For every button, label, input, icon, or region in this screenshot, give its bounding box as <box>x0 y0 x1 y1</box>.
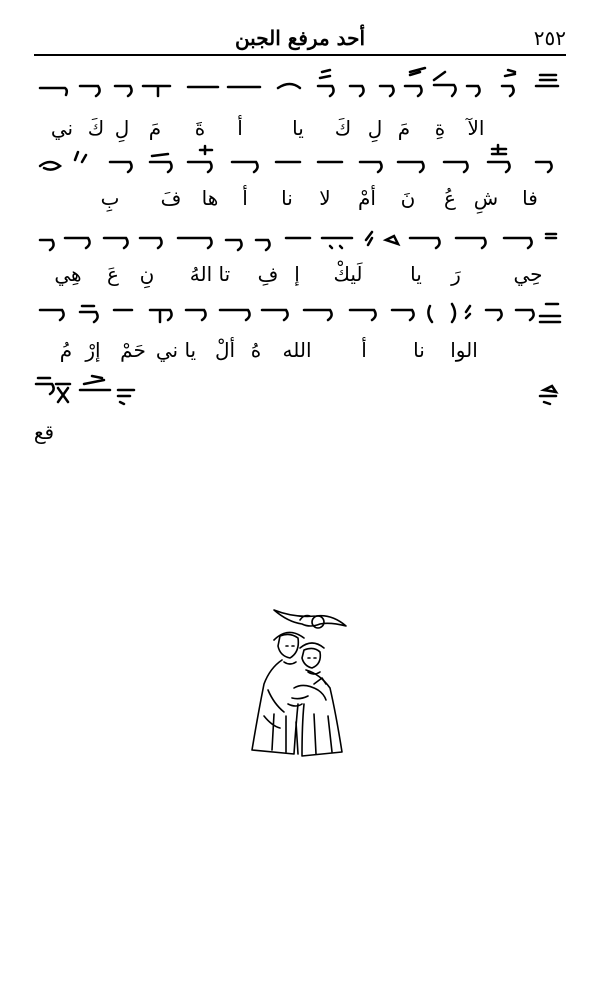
syllable: نا <box>281 186 293 210</box>
syllable: ألْ <box>214 338 236 362</box>
syllable: فَ <box>160 186 182 210</box>
syllable: الآ <box>467 116 485 140</box>
syllable: مَ <box>397 116 411 140</box>
syllable: الوا <box>450 338 478 362</box>
syllable: كَ <box>87 116 105 140</box>
syllable: فا <box>522 186 538 210</box>
syllable: يا <box>292 116 304 140</box>
saints-dove-illustration <box>244 604 354 764</box>
syllable: نِ <box>139 262 155 286</box>
syllable: فِ <box>257 262 279 286</box>
syllable: لا <box>319 186 331 210</box>
syllable: ها <box>201 186 219 210</box>
syllable: يا <box>410 262 422 286</box>
syllable: هِي <box>54 262 82 286</box>
syllable: ةِ <box>434 116 446 140</box>
syllable: مُ <box>59 338 73 362</box>
syllable: أ <box>361 338 367 362</box>
syllable: حِي <box>513 262 543 286</box>
syllable: أ <box>237 116 243 140</box>
syllable: نا <box>413 338 425 362</box>
syllable: لِ <box>367 116 383 140</box>
syllable: الله <box>282 338 312 362</box>
syllable: لَيكْ <box>333 262 363 286</box>
syllable: ني <box>50 116 74 140</box>
syllable: تا الهُ <box>189 262 231 286</box>
syllable: كَ <box>334 116 352 140</box>
neume-staff-line-5 <box>0 0 600 420</box>
syllable: شِ <box>473 186 499 210</box>
page-title: أحد مرفع الجبن <box>234 26 366 50</box>
syllable: حَمْ <box>120 338 146 362</box>
syllable: أ <box>242 186 248 210</box>
syllable: يا ني <box>155 338 197 362</box>
syllable: رَ <box>451 262 461 286</box>
syllable: إرْ <box>85 338 101 362</box>
syllable: هُ <box>250 338 262 362</box>
syllable: لِ <box>114 116 130 140</box>
syllable: بِ <box>100 186 120 210</box>
syllable: ةَ <box>194 116 206 140</box>
syllable: أمْ <box>358 186 376 210</box>
syllable: نَ <box>400 186 416 210</box>
page-number: ٢٥٢ <box>533 26 566 50</box>
lyrics-line-5 <box>0 418 600 448</box>
syllable: قع <box>33 420 55 444</box>
syllable: عُ <box>444 186 456 210</box>
syllable: إ <box>294 262 300 286</box>
syllable: مَ <box>148 116 162 140</box>
syllable: عَ <box>107 262 119 286</box>
